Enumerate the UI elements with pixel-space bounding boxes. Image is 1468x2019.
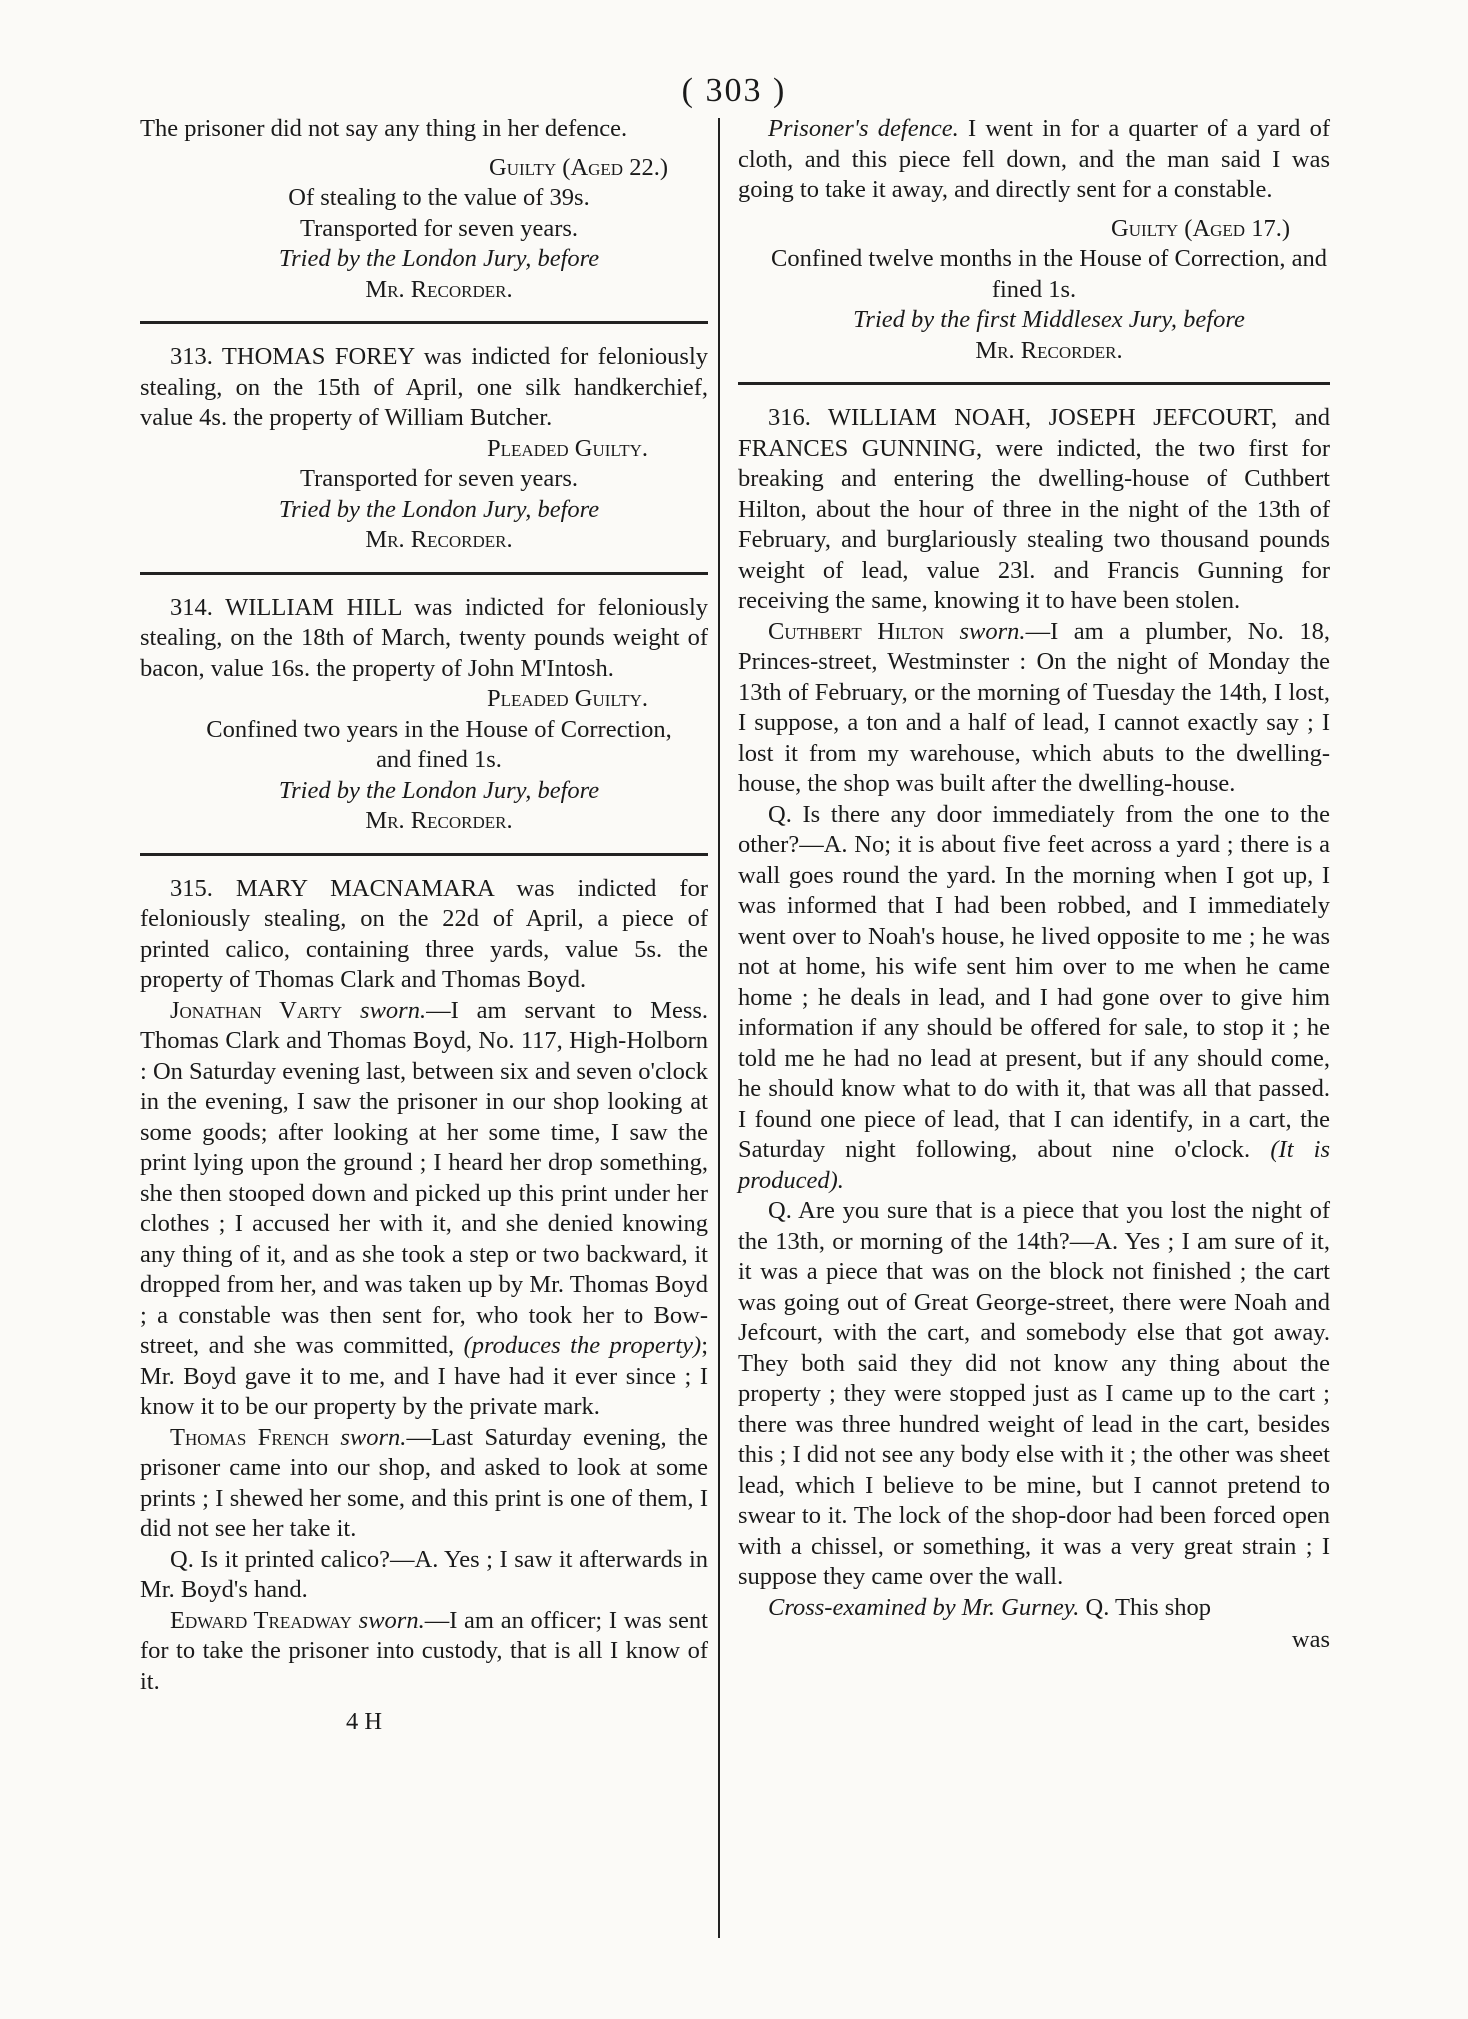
right-column (738, 114, 1330, 1656)
question-answer: Q. Is it printed calico?—A. Yes ; I saw it afterwards in Mr. Boyd's hand. (140, 1545, 708, 1603)
plea: Pleaded Guilty. (487, 434, 648, 462)
witness-name: Cuthbert Hilton (768, 617, 945, 645)
sworn-label: sworn. (340, 1423, 407, 1451)
witness-name: Edward Treadway (170, 1606, 352, 1634)
sentence: Confined two years in the House of Correction, (206, 715, 672, 743)
case-313 (140, 342, 708, 556)
jury-line: Tried by the first Middlesex Jury, before (853, 306, 1245, 333)
plea: Pleaded Guilty. (487, 685, 648, 712)
testimony-text: —I am a plumber, No. 18, Princes-street, Westminster : On the night of Monday the 13th of February, or the morning of Tuesday the 14th, I lost, I suppose, a ton and a half of lead, I cannot exactly say ; I lost it from my warehouse, which abuts to the dwelling-house, the shop was built after the dwelling-house. (738, 617, 1330, 797)
case-separator (140, 853, 708, 856)
indictment-text: 314. WILLIAM HILL was indicted for feloniously stealing, on the 18th of March, twenty pounds weight of bacon, value 16s. the property of John M'Intosh. (140, 593, 708, 682)
column-divider (718, 118, 720, 1938)
testimony (140, 996, 708, 1423)
judge-line: Mr. Recorder. (975, 336, 1123, 364)
case-314 (140, 593, 708, 837)
indictment-text: 315. MARY MACNAMARA was indicted for feloniously stealing, on the 22d of April, a piece of printed calico, containing three yards, value 5s. the property of Thomas Clark and Thomas Boyd. (140, 874, 708, 993)
testimony (738, 617, 1330, 800)
judge-line: Mr. Recorder. (365, 526, 513, 553)
defence (738, 114, 1330, 206)
sworn-label: sworn. (360, 996, 427, 1024)
sworn-label: sworn. (959, 617, 1026, 645)
testimony-text: —I am servant to Mess. Thomas Clark and Thomas Boyd, No. 117, High-Holborn : On Saturday evening last, between six and seven o'clock in the evening, I saw the prisoner in our shop looking at some goods; after looking at her some time, I saw the print lying upon the ground ; I heard her drop something, she then stooped down and picked up this print under her clothes ; I accused her with it, and she denied knowing any thing of it, and as she took a step or two backward, it dropped from her, and was taken up by Mr. Thomas Boyd ; a constable was then sent for, who took her to Bow-street, and she was committed, (140, 996, 709, 1359)
page-number: ( 303 ) (681, 72, 787, 109)
verdict: Guilty (Aged 17.) (1111, 214, 1290, 242)
testimony (140, 1606, 708, 1698)
testimony-text: —Last Saturday evening, the prisoner came into our shop, and asked to look at some prints ; I shewed her some, and this print is one of them, I did not see her take it. (140, 1423, 708, 1542)
sentence: and fined 1s. (376, 746, 502, 773)
sentence: Transported for seven years. (299, 214, 579, 242)
defence-label: Prisoner's defence. (768, 115, 959, 142)
defence-text: The prisoner did not say any thing in her defence. (140, 115, 628, 142)
sentence: Confined twelve months in the House of Correction, and fined 1s. (771, 245, 1327, 303)
catchword: was (1291, 1626, 1330, 1653)
witness-name: Thomas French (170, 1423, 329, 1451)
judge-line: Mr. Recorder. (365, 807, 513, 834)
defence-text: I went in for a quarter of a yard of cloth, and this piece fell down, and the man said I was going to take it away, and directly sent for a constable. (738, 115, 1330, 203)
jury-line: Tried by the London Jury, before (278, 495, 600, 523)
question-answer (738, 800, 1330, 1197)
testimony-text: ; Mr. Boyd gave it to me, and I have had it ever since ; I know it to be our property by the private mark. (140, 1332, 708, 1420)
judge-line: Mr. Recorder. (365, 275, 513, 303)
case-separator (140, 572, 708, 575)
case-separator (140, 321, 708, 324)
testimony-text: Q. Is there any door immediately from the one to the other?—A. No; it is about five feet across a yard ; there is a wall goes round the yard. In the morning when I got up, I was informed that I had been robbed, and I immediately went over to Noah's house, he lived opposite to me ; he was not at home, his wife sent him over to me when he came home ; he deals in lead, and I had gone over to give him information if any should be offered for sale, to stop it ; he told me he had no lead at present, but if any should come, he should know what to do with it, that was all that passed. I found one piece of lead, that I can identify, in a cart, the Saturday night following, about nine o'clock. (738, 800, 1330, 1163)
case-312-end (140, 114, 708, 305)
left-column (140, 114, 708, 1738)
signature-mark: 4 H (345, 1708, 383, 1735)
sentence: Of stealing to the value of 39s. (288, 184, 590, 211)
stage-note: (It is produced). (738, 1136, 1331, 1194)
sentence: Transported for seven years. (299, 465, 579, 492)
testimony-text: —I am an officer; I was sent for to take the prisoner into custody, that is all I know of it. (140, 1606, 708, 1695)
jury-line: Tried by the London Jury, before (278, 245, 600, 272)
sworn-label: sworn. (358, 1606, 425, 1634)
cross-label: Cross-examined by Mr. Gurney. (768, 1593, 1080, 1621)
testimony (140, 1423, 708, 1545)
jury-line: Tried by the London Jury, before (278, 776, 600, 804)
indictment-text: 316. WILLIAM NOAH, JOSEPH JEFCOURT, and FRANCES GUNNING, were indicted, the two first for breaking and entering the dwelling-house of Cuthbert Hilton, about the hour of three in the night of the 13th of February, and burglariously stealing two thousand pounds weight of lead, value 23l. and Francis Gunning for receiving the same, knowing it to have been stolen. (738, 404, 1330, 614)
verdict: Guilty (Aged 22.) (489, 153, 668, 181)
cross-examination (738, 1593, 1330, 1624)
case-separator (738, 382, 1330, 385)
witness-name: Jonathan Varty (170, 996, 343, 1024)
testimony-text: Q. This shop (1079, 1593, 1212, 1621)
case-315 (140, 874, 708, 1698)
stage-note: (produces the property) (463, 1332, 702, 1359)
indictment-text: 313. THOMAS FOREY was indicted for feloniously stealing, on the 15th of April, one silk handkerchief, value 4s. the property of William Butcher. (140, 343, 708, 431)
case-316 (738, 403, 1330, 1656)
case-315-end (738, 114, 1330, 366)
question-answer: Q. Are you sure that is a piece that you lost the night of the 13th, or morning of the 14th?—A. Yes ; I am sure of it, it was a piece that was on the block not finished ; the cart was going out of Great George-street, there were Noah and Jefcourt, with the cart, and somebody else that got away. They both said they did not know any thing about the property ; they were stopped just as I came up to the cart ; there was three hundred weight of lead in the cart, besides this ; I did not see any body else with it ; the other was sheet lead, which I believe to be mine, but I cannot pretend to swear to it. The lock of the shop-door had been forced open with a chissel, or something, it was a very great strain ; I suppose they came over the wall. (738, 1197, 1330, 1590)
